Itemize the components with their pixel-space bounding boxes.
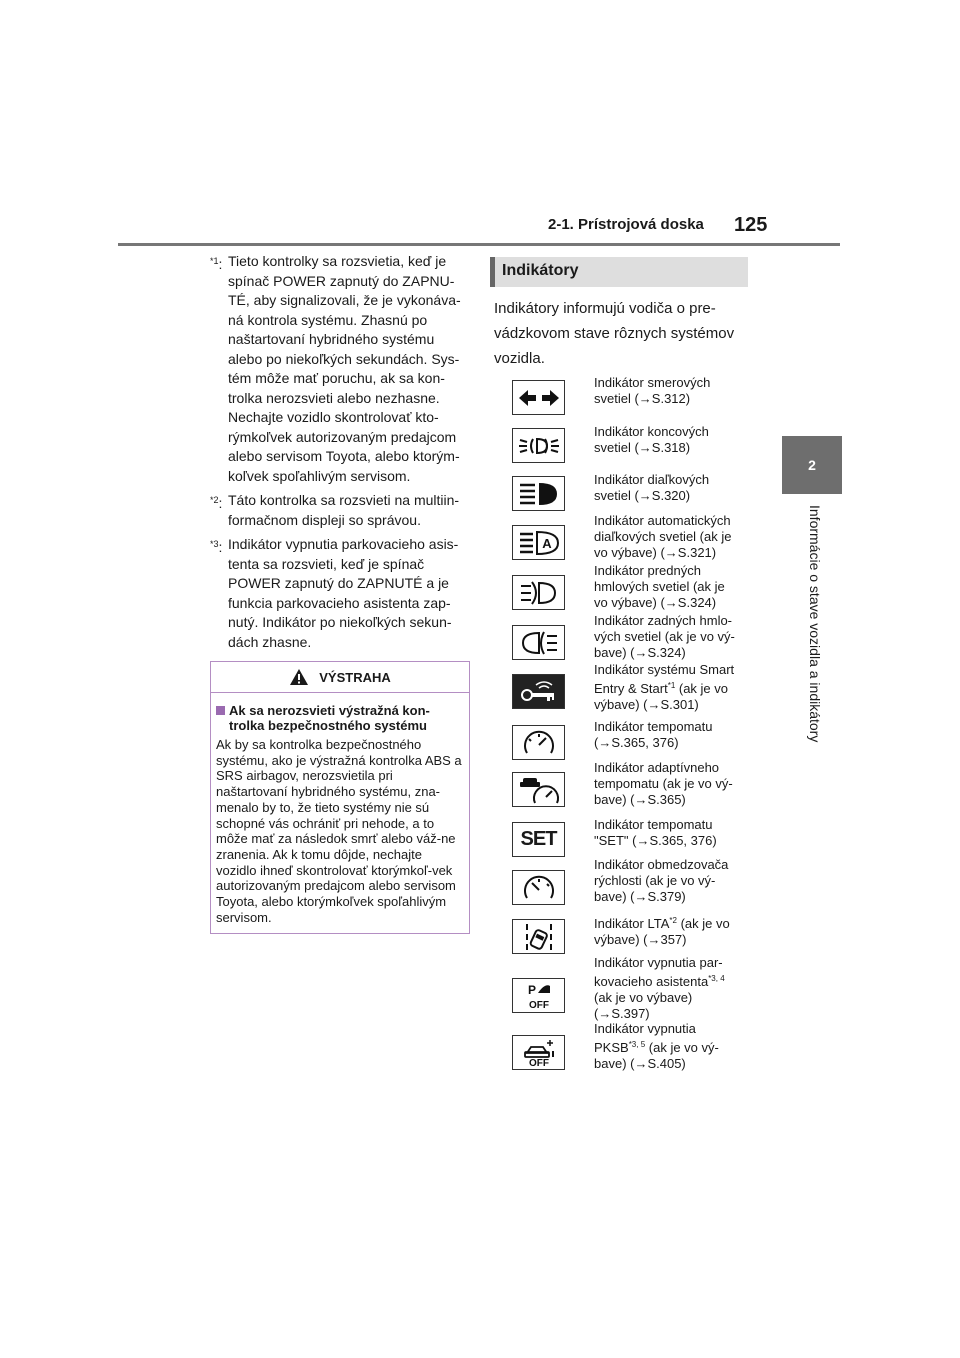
- pksb-off-label: OFF: [528, 1057, 549, 1068]
- footnote-mark: $^{*1}$:: [210, 256, 223, 272]
- indicator-text: Indikátor systému Smart Entry & Start$^{*1}$ (ak je vo výbave) (→S.301): [594, 662, 735, 712]
- indicator-text: Indikátor zadných hmlo- vých svetiel (ak je vo vý- bave) (→S.324): [594, 613, 735, 660]
- section-heading: [490, 257, 748, 287]
- indicator-text: Indikátor tempomatu (→S.365, 376): [594, 719, 713, 750]
- cruise-control-icon: [512, 725, 565, 760]
- indicator-text: Indikátor obmedzovača rýchlosti (ak je vo vý- bave) (→S.379): [594, 857, 729, 904]
- footnote-text: Tieto kontrolky sa rozsvietia, keď je spínač POWER zapnutý do ZAPNU-TÉ, aby signalizovali, že je vykonáva-ná kontrola systému. Zhasnú po naštartovaní hybridného systému alebo po niekoľkých sekundách. Sys-tém môže mať poruchu, ak sa kon-trolka nerozsvieti alebo nezhasne. Nechajte vozidlo skontrolovať kto-rýmkoľvek autorizovaným predajcom alebo servisom Toyota, alebo ktorým-koľvek spoľahlivým servisom.: [228, 253, 461, 484]
- adaptive-cruise-icon: [512, 772, 565, 807]
- indicator-text: Indikátor LTA$^{*2}$ (ak je vo výbave) (→357): [594, 916, 730, 947]
- bullet-square-icon: [216, 706, 225, 715]
- footnotes: [210, 252, 472, 657]
- indicator-text: Indikátor adaptívneho tempomatu (ak je vo vý- bave) (→S.365): [594, 760, 733, 807]
- parking-assist-off-label: OFF: [528, 999, 549, 1011]
- warning-body: Ak by sa kontrolka bezpečnostného systému, ako je výstražná kontrolka ABS a SRS airbagov, nerozsvietila pri naštartovaní hybridného systému, zna-menalo by to, že tieto systémy nie sú schopné vás ochrániť pri nehode, a to môže mať za následok smrť alebo váž-ne zranenia. Ak k tomu dôjde, nechajte vozidlo ihneď skontrolovať ktorýmkoľ-vek autorizovaným predajcom alebo servisom Toyota, alebo ktorýmkoľvek spoľahlivým servisom.: [216, 737, 462, 925]
- auto-high-beam-icon: [512, 525, 565, 560]
- warning-subtitle-text: Ak sa nerozsvieti výstražná kon-trolka bezpečnostného systému: [229, 703, 430, 733]
- indicator-text: Indikátor koncových svetiel (→S.318): [594, 424, 709, 455]
- indicator-text: Indikátor vypnutia par- kovacieho asistenta$^{*3, 4}$ (ak je vo výbave) (→S.397): [594, 955, 725, 1021]
- high-beam-icon: [512, 476, 565, 511]
- footnote-1: [210, 252, 472, 486]
- warning-title: VÝSTRAHA: [319, 669, 391, 685]
- pksb-off-icon: [512, 1035, 565, 1070]
- footnote-3: [210, 535, 472, 652]
- set-icon-label: SET: [520, 828, 557, 850]
- footnote-mark: $^{*2}$:: [210, 495, 223, 511]
- warning-box: [210, 661, 470, 934]
- smart-entry-icon: [512, 674, 565, 709]
- speed-limiter-icon: [512, 870, 565, 905]
- section-heading-text: Indikátory: [502, 262, 579, 279]
- lta-icon: [512, 919, 565, 954]
- indicator-text: Indikátor predných hmlových svetiel (ak je vo výbave) (→S.324): [594, 563, 725, 610]
- chapter-tab: 2: [782, 436, 842, 494]
- section-intro: Indikátory informujú vodiča o pre-vádzkovom stave rôznych systémov vozidla.: [494, 300, 735, 367]
- indicator-text: Indikátor smerových svetiel (→S.312): [594, 375, 711, 406]
- chapter-title-vertical: Informácie o stave vozidla a indikátory: [807, 505, 823, 743]
- svg-text:A: A: [541, 535, 552, 551]
- footnote-2: [210, 491, 472, 530]
- svg-text:P: P: [527, 982, 536, 997]
- section-title: 2-1. Prístrojová doska: [548, 216, 704, 233]
- page-number: 125: [734, 214, 768, 236]
- indicator-text: Indikátor diaľkových svetiel (→S.320): [594, 472, 710, 503]
- warning-triangle-icon: [289, 668, 309, 686]
- warning-subtitle: [211, 693, 469, 733]
- warning-header: [211, 662, 469, 693]
- section-heading-bar: [490, 257, 495, 287]
- header-divider: [118, 243, 840, 246]
- indicator-text: Indikátor vypnutia PKSB$^{*3, 5}$ (ak je vo vý- bave) (→S.405): [594, 1021, 719, 1071]
- indicator-text: Indikátor automatických diaľkových svetiel (ak je vo výbave) (→S.321): [594, 513, 732, 560]
- footnote-text: Táto kontrolka sa rozsvieti na multiin-formačnom displeji so správou.: [228, 492, 460, 528]
- tail-light-icon: [512, 428, 565, 463]
- turn-signal-icon: [512, 380, 565, 415]
- front-fog-icon: [512, 575, 565, 610]
- footnote-text: Indikátor vypnutia parkovacieho asis-tenta sa rozsvieti, keď je spínač POWER zapnutý do ZAPNUTÉ a je funkcia parkovacieho asistenta zap-nutý. Indikátor po niekoľkých sekun-dách zhasne.: [228, 536, 459, 650]
- rear-fog-icon: [512, 625, 565, 660]
- set-icon: [512, 822, 565, 857]
- parking-assist-off-icon: [512, 978, 565, 1013]
- footnote-mark: $^{*3}$:: [210, 539, 223, 555]
- indicator-text: Indikátor tempomatu "SET" (→S.365, 376): [594, 817, 717, 848]
